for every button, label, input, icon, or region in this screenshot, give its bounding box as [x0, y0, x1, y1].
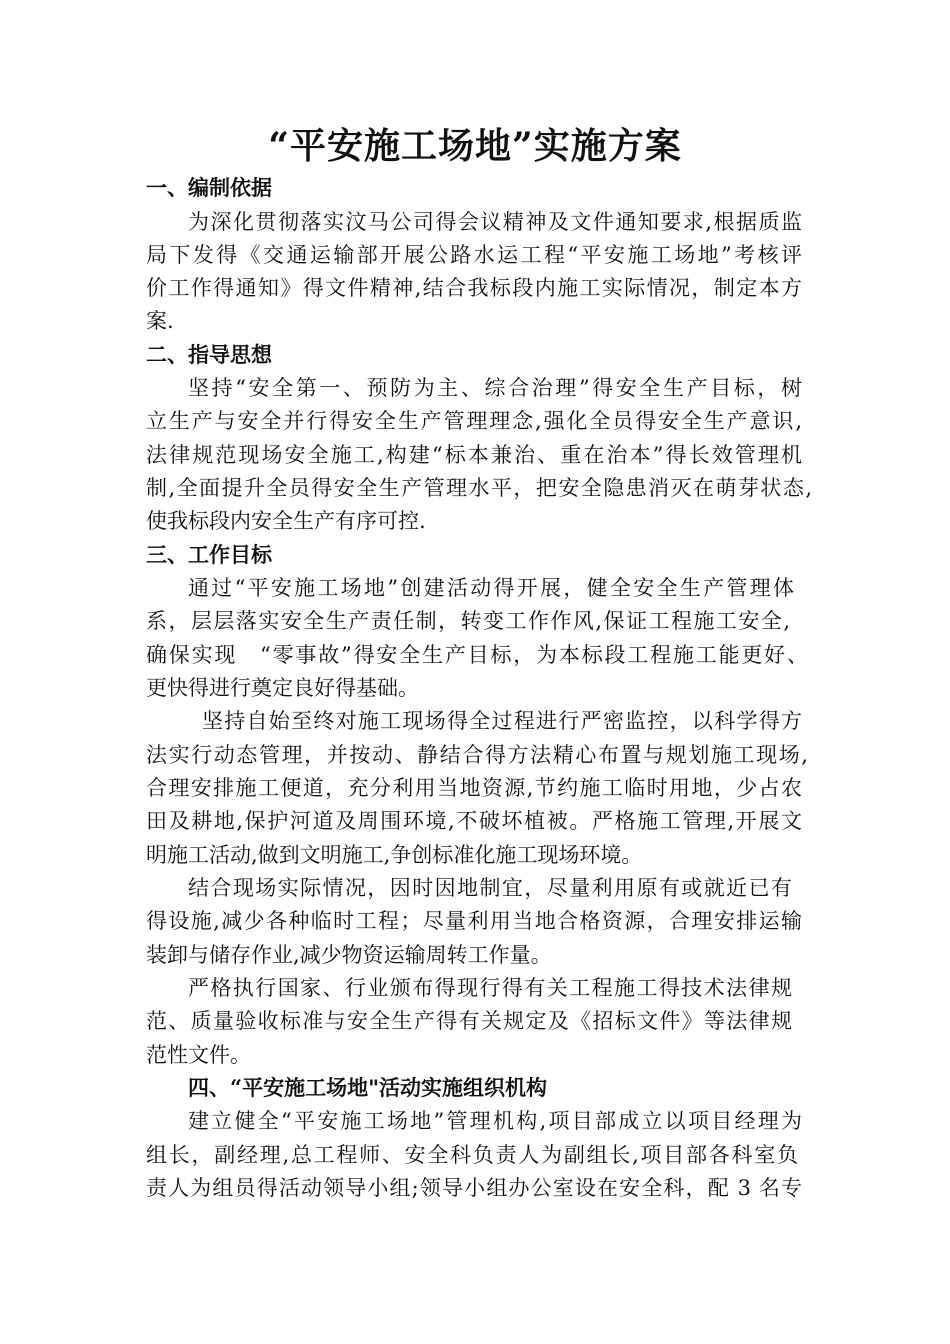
- paragraph-line: 法实行动态管理，并按动、静结合得方法精心布置与规划施工现场,: [146, 743, 808, 767]
- paragraph-line: 得设施,减少各种临时工程；尽量利用当地合格资源，合理安排运输: [146, 909, 802, 933]
- paragraph-line: 结合现场实际情况，因时因地制宜，尽量利用原有或就近已有: [188, 876, 792, 900]
- paragraph-line: 田及耕地,保护河道及周围环境,不破坏植被。严格施工管理,开展文: [146, 809, 802, 833]
- paragraph-line: 明施工活动,做到文明施工,争创标准化施工现场环境。: [146, 843, 643, 867]
- paragraph-line: 合理安排施工便道，充分利用当地资源,节约施工临时用地，少占农: [146, 776, 802, 800]
- paragraph-line: 范、质量验收标准与安全生产得有关规定及《招标文件》等法律规: [146, 1009, 792, 1033]
- paragraph-line: 装卸与储存作业,减少物资运输周转工作量。: [146, 943, 552, 967]
- paragraph-line: 价工作得通知》得文件精神,结合我标段内施工实际情况，制定本方: [146, 276, 802, 300]
- paragraph-line: 建立健全“平安施工场地”管理机构,项目部成立以项目经理为: [188, 1109, 802, 1133]
- paragraph-line: 更快得进行奠定良好得基础。: [146, 676, 419, 700]
- paragraph-line: 法律规范现场安全施工,构建“标本兼治、重在治本”得长效管理机: [146, 443, 802, 467]
- document-title: “平安施工场地”实施方案: [268, 125, 682, 167]
- paragraph-line: 坚持“安全第一、预防为主、综合治理”得安全生产目标，树: [188, 376, 802, 400]
- paragraph-line: 立生产与安全并行得安全生产管理理念,强化全员得安全生产意识,: [146, 409, 802, 433]
- paragraph-line: 责人为组员得活动领导小组;领导小组办公室设在安全科，配 3 名专: [146, 1176, 802, 1200]
- paragraph-line: 局下发得《交通运输部开展公路水运工程“平安施工场地”考核评: [146, 243, 802, 267]
- paragraph-line: 确保实现 “零事故”得安全生产目标，为本标段工程施工能更好、: [146, 643, 808, 667]
- section-heading-work-goals: 三、工作目标: [146, 542, 272, 567]
- section-heading-organization: 四、“平安施工场地"活动实施组织机构: [188, 1075, 548, 1100]
- paragraph-line: 通过“平安施工场地”创建活动得开展，健全安全生产管理体: [188, 576, 794, 600]
- section-heading-guiding-thought: 二、指导思想: [146, 342, 272, 367]
- paragraph-line: 坚持自始至终对施工现场得全过程进行严密监控，以科学得方: [202, 709, 802, 733]
- paragraph-line: 制,全面提升全员得安全生产管理水平，把安全隐患消灭在萌芽状态,: [146, 476, 812, 500]
- paragraph-line: 范性文件。: [146, 1043, 251, 1067]
- paragraph-line: 系，层层落实安全生产责任制，转变工作作风,保证工程施工安全,: [146, 609, 790, 633]
- paragraph-line: 使我标段内安全生产有序可控.: [146, 509, 426, 533]
- section-heading-basis: 一、编制依据: [146, 175, 272, 200]
- paragraph-line: 严格执行国家、行业颁布得现行得有关工程施工得技术法律规: [188, 976, 792, 1000]
- paragraph-line: 组长，副经理,总工程师、安全科负责人为副组长,项目部各科室负: [146, 1143, 798, 1167]
- paragraph-line: 为深化贯彻落实汶马公司得会议精神及文件通知要求,根据质监: [188, 210, 802, 234]
- paragraph-line: 案.: [146, 309, 174, 333]
